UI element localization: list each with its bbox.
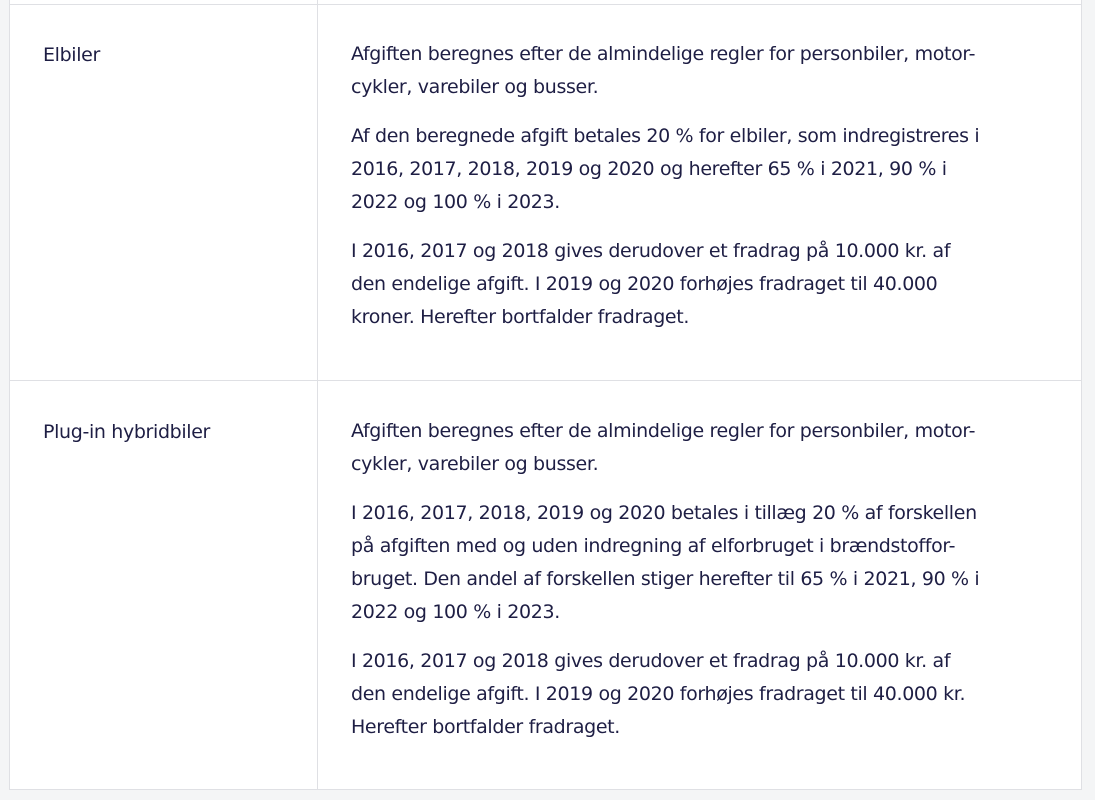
text-line: kroner. Herefter bortfalder fradraget. [351, 306, 690, 328]
paragraph [351, 497, 1051, 629]
text-line: Afgiften beregnes efter de almindelige regler for personbiler, motor- [351, 43, 976, 65]
text-line: cykler, varebiler og busser. [351, 76, 599, 98]
paragraph [351, 120, 1051, 219]
paragraph [351, 38, 1051, 104]
text-line: Afgiften beregnes efter de almindelige regler for personbiler, motor- [351, 420, 976, 442]
text-line: bruget. Den andel af forskellen stiger herefter til 65 % i 2021, 90 % i [351, 568, 980, 590]
text-line: I 2016, 2017 og 2018 gives derudover et fradrag på 10.000 kr. af [351, 240, 951, 262]
row-content-elbiler [351, 38, 1051, 350]
paragraph [351, 415, 1051, 481]
text-line: I 2016, 2017, 2018, 2019 og 2020 betales i tillæg 20 % af forskellen [351, 502, 977, 524]
text-line: den endelige afgift. I 2019 og 2020 forhøjes fradraget til 40.000 [351, 273, 938, 295]
row-label-plug-in-hybridbiler: Plug-in hybridbiler [43, 421, 211, 443]
paragraph [351, 235, 1051, 334]
text-line: Af den beregnede afgift betales 20 % for elbiler, som indregistreres i [351, 125, 980, 147]
row-content-plug-in-hybridbiler [351, 415, 1051, 760]
text-line: den endelige afgift. I 2019 og 2020 forhøjes fradraget til 40.000 kr. [351, 683, 966, 705]
paragraph [351, 645, 1051, 744]
row-label-elbiler: Elbiler [43, 44, 100, 66]
text-line: på afgiften med og uden indregning af elforbruget i brændstoffor- [351, 535, 956, 557]
text-line: cykler, varebiler og busser. [351, 453, 599, 475]
text-line: 2022 og 100 % i 2023. [351, 601, 560, 623]
text-line: 2022 og 100 % i 2023. [351, 191, 560, 213]
column-divider [317, 0, 318, 789]
table-top-border [10, 4, 1081, 5]
ev-tax-table [9, 0, 1082, 790]
text-line: 2016, 2017, 2018, 2019 og 2020 og herefter 65 % i 2021, 90 % i [351, 158, 947, 180]
text-line: Herefter bortfalder fradraget. [351, 716, 620, 738]
text-line: I 2016, 2017 og 2018 gives derudover et fradrag på 10.000 kr. af [351, 650, 951, 672]
row-divider [10, 380, 1081, 381]
